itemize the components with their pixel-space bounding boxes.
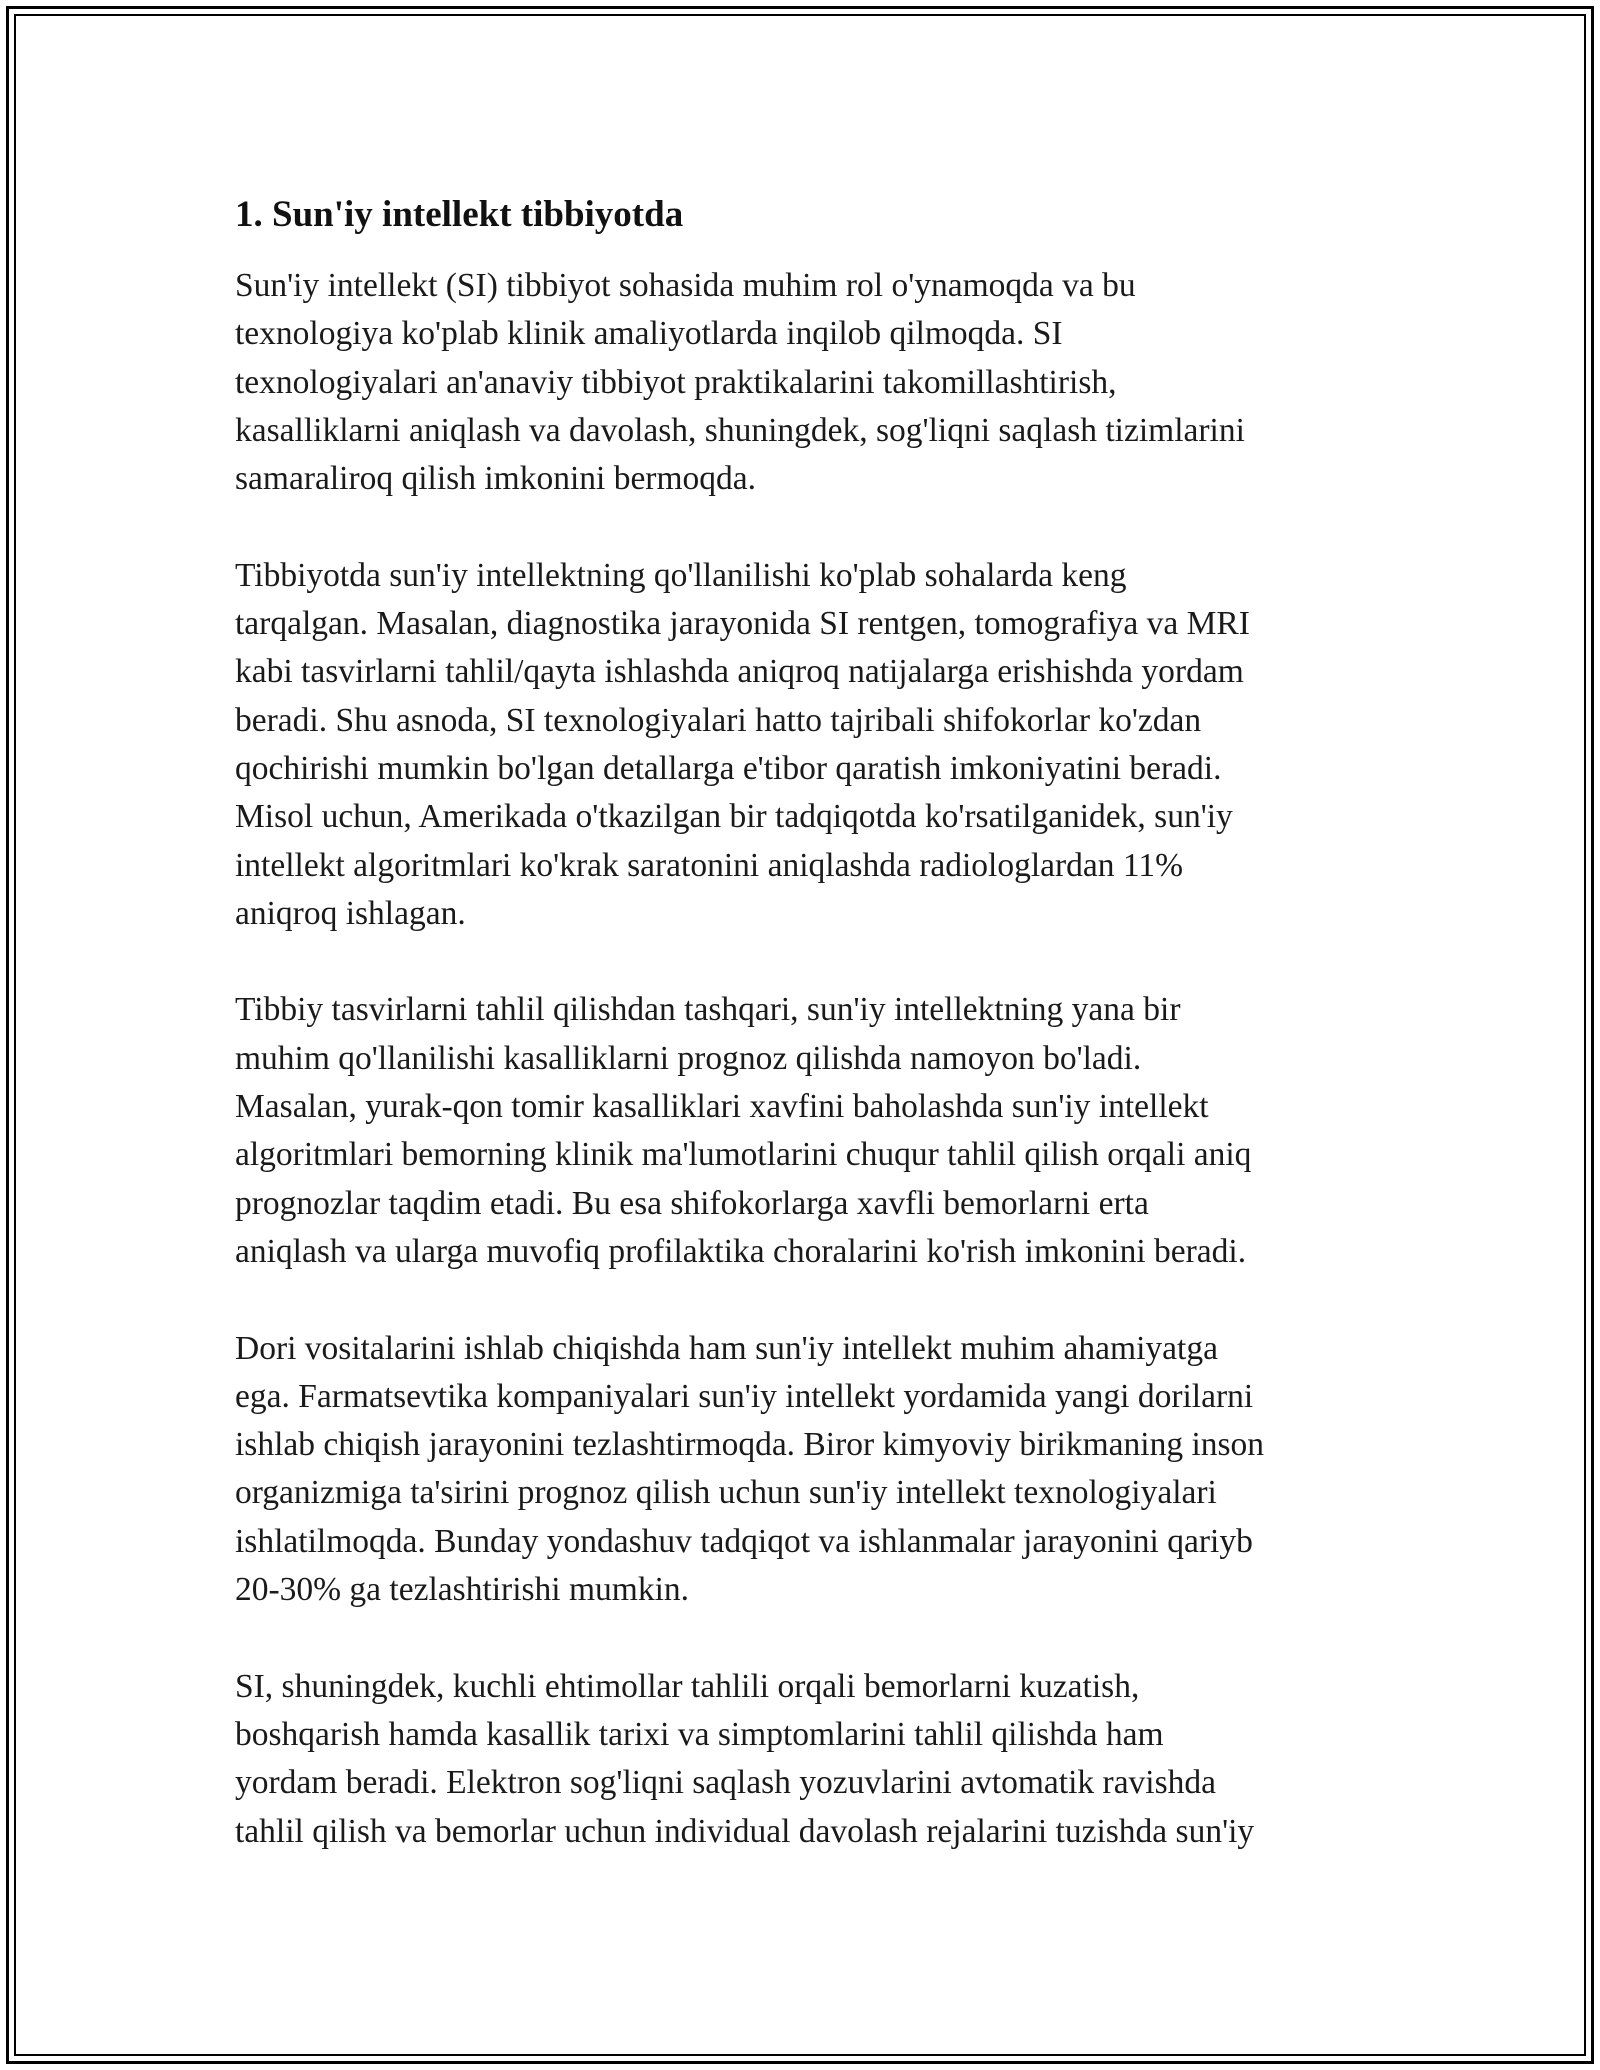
- paragraph-line: ishlab chiqish jarayonini tezlashtirmoqda. Biror kimyoviy birikmaning inson: [235, 1426, 1265, 1464]
- section-title: 1. Sun'iy intellekt tibbiyotda: [235, 194, 684, 235]
- paragraph-line: Misol uchun, Amerikada o'tkazilgan bir tadqiqotda ko'rsatilganidek, sun'iy: [235, 798, 1233, 836]
- paragraph-line: qochirishi mumkin bo'lgan detallarga e'tibor qaratish imkoniyatini beradi.: [235, 749, 1222, 787]
- paragraph-line: ishlatilmoqda. Bunday yondashuv tadqiqot va ishlanmalar jarayonini qariyb: [235, 1522, 1253, 1560]
- paragraph-3: [235, 986, 1375, 1276]
- paragraph-line: intellekt algoritmlari ko'krak saratonini aniqlashda radiologlardan 11%: [235, 846, 1184, 884]
- paragraph-line: prognozlar taqdim etadi. Bu esa shifokorlarga xavfli bemorlarni erta: [235, 1184, 1149, 1222]
- paragraph-line: Dori vositalarini ishlab chiqishda ham sun'iy intellekt muhim ahamiyatga: [235, 1329, 1218, 1367]
- paragraph-line: yordam beradi. Elektron sog'liqni saqlash yozuvlarini avtomatik ravishda: [235, 1764, 1217, 1802]
- paragraph-4: [235, 1325, 1375, 1615]
- paragraph-line: texnologiya ko'plab klinik amaliyotlarda inqilob qilmoqda. SI: [235, 315, 1063, 353]
- paragraph-line: SI, shuningdek, kuchli ehtimollar tahlili orqali bemorlarni kuzatish,: [235, 1667, 1140, 1705]
- paragraph-line: kabi tasvirlarni tahlil/qayta ishlashda aniqroq natijalarga erishishda yordam: [235, 653, 1244, 691]
- paragraph-line: beradi. Shu asnoda, SI texnologiyalari hatto tajribali shifokorlar ko'zdan: [235, 701, 1202, 739]
- paragraph-line: Tibbiyotda sun'iy intellektning qo'llanilishi ko'plab sohalarda keng: [235, 556, 1127, 594]
- paragraph-line: ega. Farmatsevtika kompaniyalari sun'iy intellekt yordamida yangi dorilarni: [235, 1377, 1254, 1415]
- paragraph-line: 20-30% ga tezlashtirishi mumkin.: [235, 1571, 690, 1609]
- document-body: [235, 190, 1375, 1904]
- paragraph-line: Tibbiy tasvirlarni tahlil qilishdan tashqari, sun'iy intellektning yana bir: [235, 991, 1181, 1029]
- paragraph-line: organizmiga ta'sirini prognoz qilish uchun sun'iy intellekt texnologiyalari: [235, 1474, 1217, 1512]
- paragraph-line: aniqlash va ularga muvofiq profilaktika choralarini ko'rish imkonini beradi.: [235, 1232, 1247, 1270]
- paragraph-1: [235, 262, 1375, 503]
- paragraph-line: Masalan, yurak-qon tomir kasalliklari xavfini baholashda sun'iy intellekt: [235, 1088, 1209, 1126]
- paragraph-5: [235, 1663, 1375, 1856]
- paragraph-2: [235, 552, 1375, 938]
- paragraph-line: kasalliklarni aniqlash va davolash, shuningdek, sog'liqni saqlash tizimlarini: [235, 411, 1245, 449]
- paragraph-line: muhim qo'llanilishi kasalliklarni prognoz qilishda namoyon bo'ladi.: [235, 1039, 1142, 1077]
- paragraph-line: texnologiyalari an'anaviy tibbiyot praktikalarini takomillashtirish,: [235, 363, 1117, 401]
- paragraph-line: samaraliroq qilish imkonini bermoqda.: [235, 460, 757, 498]
- paragraph-line: tarqalgan. Masalan, diagnostika jarayonida SI rentgen, tomografiya va MRI: [235, 605, 1250, 643]
- paragraph-line: Sun'iy intellekt (SI) tibbiyot sohasida muhim rol o'ynamoqda va bu: [235, 267, 1136, 304]
- paragraph-line: algoritmlari bemorning klinik ma'lumotlarini chuqur tahlil qilish orqali aniq: [235, 1136, 1252, 1174]
- paragraph-line: aniqroq ishlagan.: [235, 894, 466, 932]
- paragraph-line: boshqarish hamda kasallik tarixi va simptomlarini tahlil qilishda ham: [235, 1715, 1164, 1753]
- paragraph-line: tahlil qilish va bemorlar uchun individual davolash rejalarini tuzishda sun'iy: [235, 1812, 1255, 1850]
